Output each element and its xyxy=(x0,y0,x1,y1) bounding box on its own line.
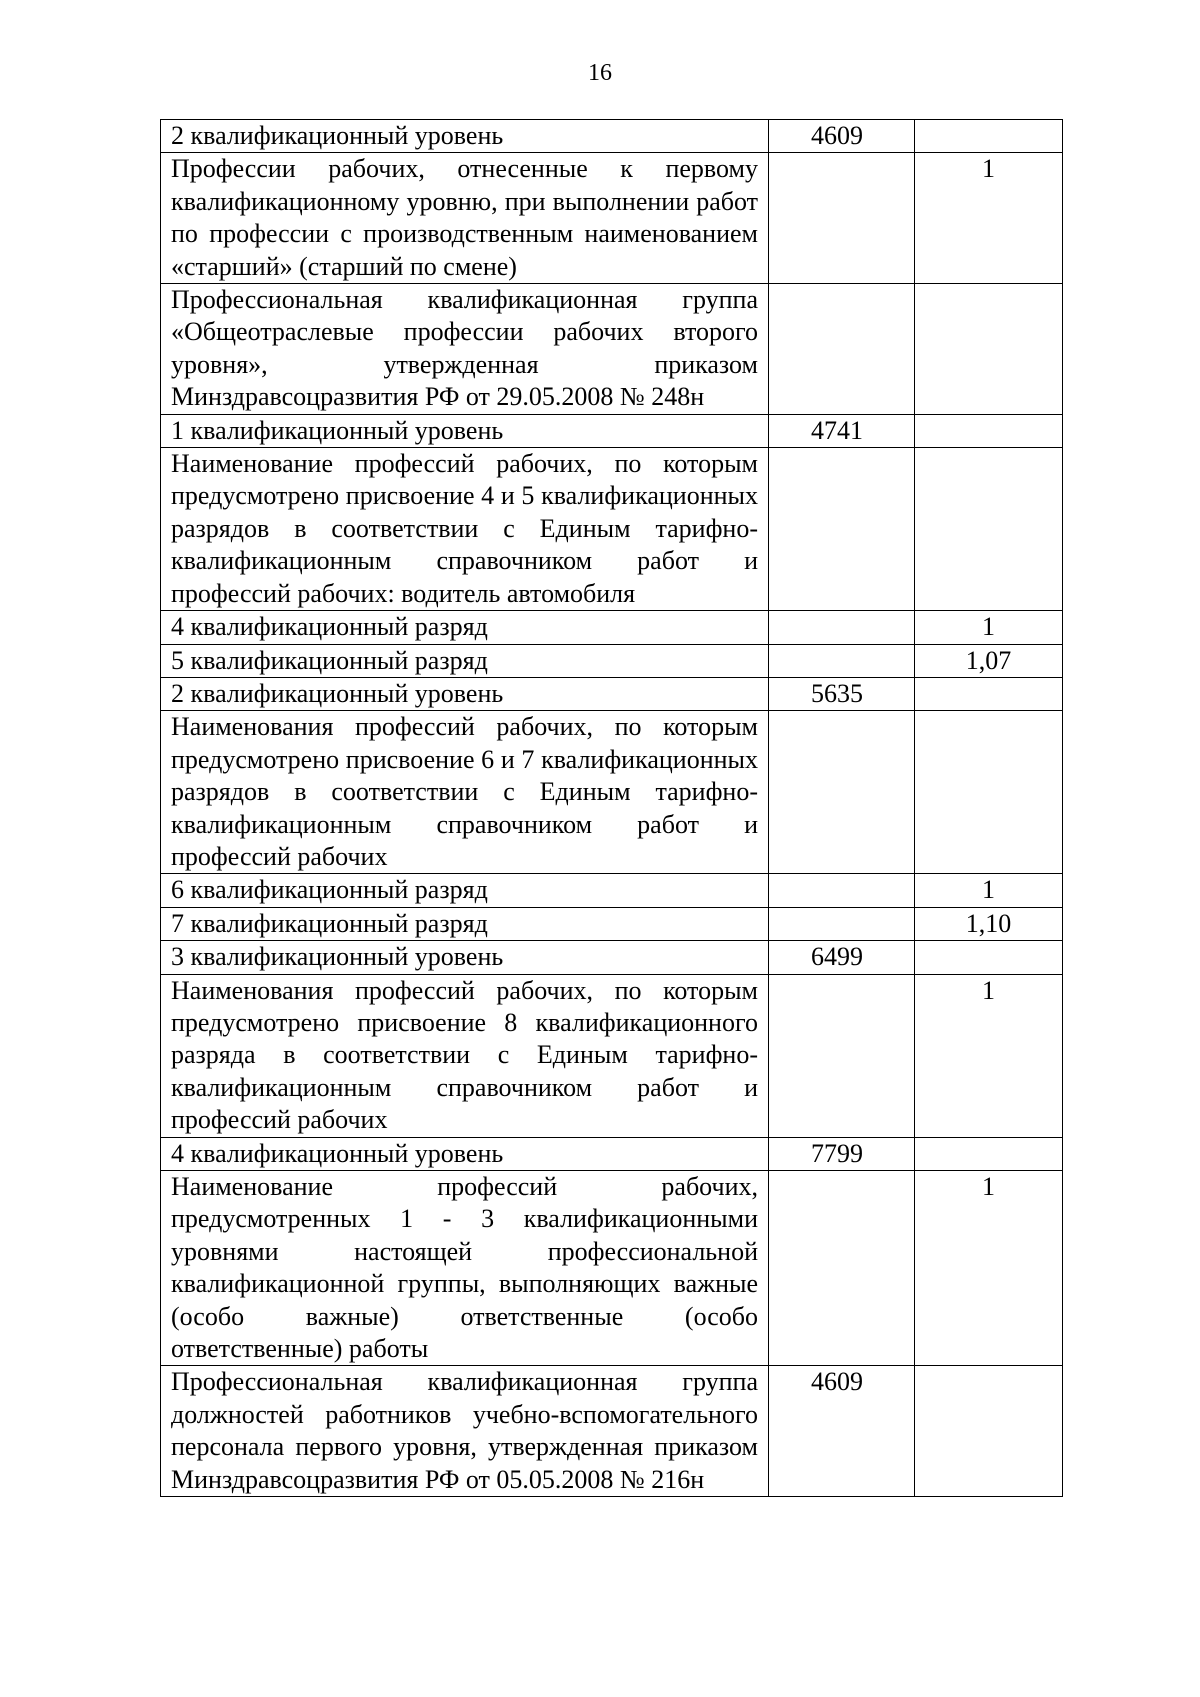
coefficient-cell xyxy=(915,284,1063,415)
position-name-cell: 7 квалификационный разряд xyxy=(161,907,769,940)
position-name-cell: Наименование профессий рабочих, предусмотренных 1 - 3 квалификационными уровнями настоящей профессиональной квалификационной группы, выполняющих важные (особо важные) ответственные (особо ответственные) работы xyxy=(161,1171,769,1366)
position-name-cell: 4 квалификационный разряд xyxy=(161,611,769,644)
position-name-cell: Профессиональная квалификационная группа должностей работников учебно-вспомогательного персонала первого уровня, утвержденная приказом Минздравсоцразвития РФ от 05.05.2008 № 216н xyxy=(161,1366,769,1497)
coefficient-cell xyxy=(915,120,1063,153)
table-row xyxy=(161,1171,1063,1366)
position-name-cell: 2 квалификационный уровень xyxy=(161,120,769,153)
table-row xyxy=(161,874,1063,907)
table-row xyxy=(161,644,1063,677)
salary-cell xyxy=(769,1171,915,1366)
coefficient-cell xyxy=(915,448,1063,611)
salary-cell xyxy=(769,907,915,940)
position-name-cell: 6 квалификационный разряд xyxy=(161,874,769,907)
table-row xyxy=(161,120,1063,153)
coefficient-cell: 1,10 xyxy=(915,907,1063,940)
table-row xyxy=(161,941,1063,974)
table-row xyxy=(161,414,1063,447)
table-row xyxy=(161,677,1063,710)
coefficient-cell xyxy=(915,677,1063,710)
salary-cell: 5635 xyxy=(769,677,915,710)
table-row xyxy=(161,974,1063,1137)
salary-table xyxy=(160,119,1063,1497)
position-name-cell: 3 квалификационный уровень xyxy=(161,941,769,974)
coefficient-cell: 1 xyxy=(915,974,1063,1137)
salary-cell xyxy=(769,284,915,415)
position-name-cell: 2 квалификационный уровень xyxy=(161,677,769,710)
table-row xyxy=(161,1137,1063,1170)
salary-cell: 4741 xyxy=(769,414,915,447)
coefficient-cell xyxy=(915,1137,1063,1170)
position-name-cell: 1 квалификационный уровень xyxy=(161,414,769,447)
coefficient-cell: 1 xyxy=(915,153,1063,284)
table-row xyxy=(161,907,1063,940)
salary-cell xyxy=(769,611,915,644)
position-name-cell: Наименования профессий рабочих, по которым предусмотрено присвоение 8 квалификационного разряда в соответствии с Единым тарифно-квалификационным справочником работ и профессий рабочих xyxy=(161,974,769,1137)
position-name-cell: Наименование профессий рабочих, по которым предусмотрено присвоение 4 и 5 квалификационных разрядов в соответствии с Единым тарифно-квалификационным справочником работ и профессий рабочих: водитель автомобиля xyxy=(161,448,769,611)
salary-cell xyxy=(769,448,915,611)
table-row xyxy=(161,153,1063,284)
salary-cell xyxy=(769,644,915,677)
position-name-cell: 4 квалификационный уровень xyxy=(161,1137,769,1170)
coefficient-cell xyxy=(915,711,1063,874)
table-row xyxy=(161,611,1063,644)
table-row xyxy=(161,711,1063,874)
table-row xyxy=(161,284,1063,415)
position-name-cell: Профессии рабочих, отнесенные к первому квалификационному уровню, при выполнении работ по профессии с производственным наименованием «старший» (старший по смене) xyxy=(161,153,769,284)
page-number: 16 xyxy=(588,60,612,86)
position-name-cell: Наименования профессий рабочих, по которым предусмотрено присвоение 6 и 7 квалификационных разрядов в соответствии с Единым тарифно-квалификационным справочником работ и профессий рабочих xyxy=(161,711,769,874)
coefficient-cell: 1 xyxy=(915,1171,1063,1366)
table-row xyxy=(161,448,1063,611)
position-name-cell: 5 квалификационный разряд xyxy=(161,644,769,677)
salary-cell xyxy=(769,153,915,284)
table-row xyxy=(161,1366,1063,1497)
coefficient-cell xyxy=(915,941,1063,974)
salary-cell: 7799 xyxy=(769,1137,915,1170)
coefficient-cell xyxy=(915,414,1063,447)
coefficient-cell: 1,07 xyxy=(915,644,1063,677)
coefficient-cell: 1 xyxy=(915,611,1063,644)
salary-cell: 4609 xyxy=(769,1366,915,1497)
salary-cell: 6499 xyxy=(769,941,915,974)
salary-cell: 4609 xyxy=(769,120,915,153)
salary-cell xyxy=(769,974,915,1137)
coefficient-cell: 1 xyxy=(915,874,1063,907)
position-name-cell: Профессиональная квалификационная группа «Общеотраслевые профессии рабочих второго уровня», утвержденная приказом Минздравсоцразвития РФ от 29.05.2008 № 248н xyxy=(161,284,769,415)
coefficient-cell xyxy=(915,1366,1063,1497)
salary-cell xyxy=(769,711,915,874)
salary-cell xyxy=(769,874,915,907)
